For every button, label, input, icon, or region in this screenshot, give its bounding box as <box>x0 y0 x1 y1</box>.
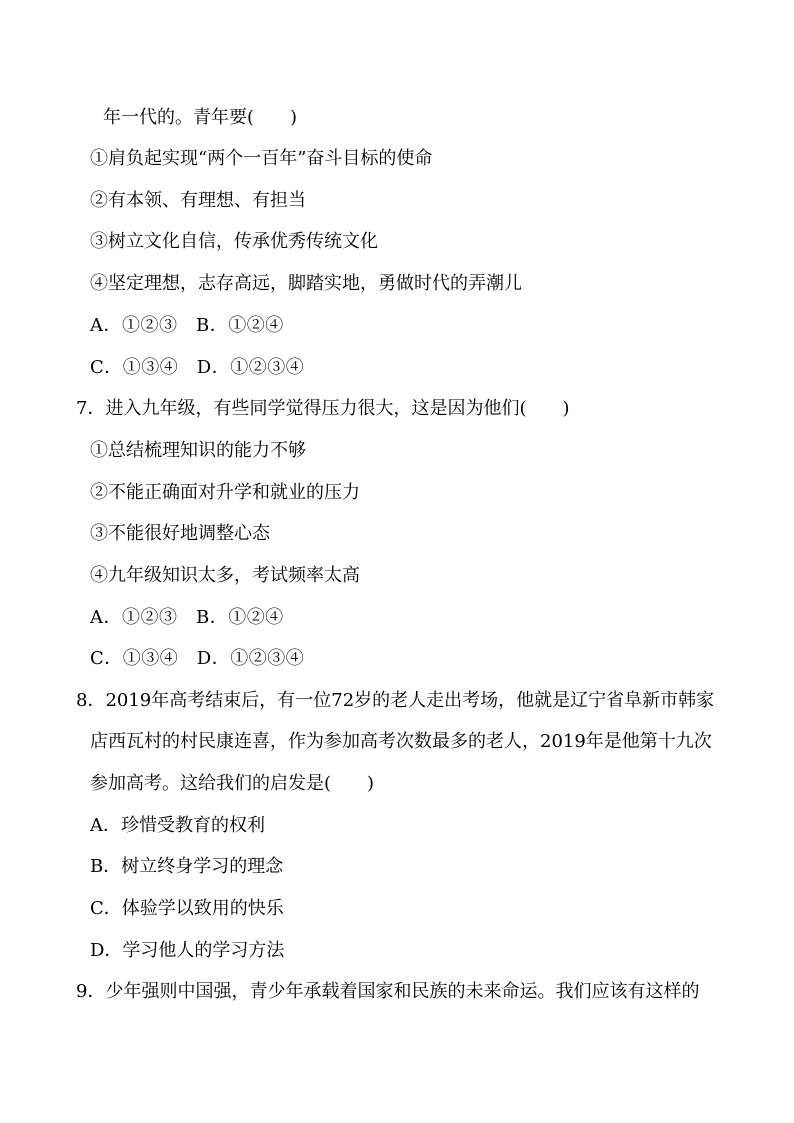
q7-item-4: ④九年级知识太多，考试频率太高 <box>90 565 360 586</box>
q7-options-cd: C．①③④ D．①②③④ <box>90 648 305 669</box>
q8-option-d: D．学习他人的学习方法 <box>90 940 285 961</box>
q6-options-cd: C．①③④ D．①②③④ <box>90 357 305 378</box>
q6-item-4: ④坚定理想，志存高远，脚踏实地，勇做时代的弄潮儿 <box>90 273 522 294</box>
q7-item-3: ③不能很好地调整心态 <box>90 523 270 544</box>
q8-option-a: A．珍惜受教育的权利 <box>90 815 265 836</box>
q7-item-1: ①总结梳理知识的能力不够 <box>90 440 306 461</box>
q7-item-2: ②不能正确面对升学和就业的压力 <box>90 482 360 503</box>
q7-stem: 7．进入九年级，有些同学觉得压力很大，这是因为他们( ) <box>76 398 570 419</box>
q6-item-2: ②有本领、有理想、有担当 <box>90 190 306 211</box>
q7-options-ab: A．①②③ B．①②④ <box>90 607 284 628</box>
q8-option-c: C．体验学以致用的快乐 <box>90 898 284 919</box>
q8-stem-line-3: 参加高考。这给我们的启发是( ) <box>90 773 375 794</box>
q9-stem: 9．少年强则中国强，青少年承载着国家和民族的未来命运。我们应该有这样的 <box>76 981 700 1002</box>
q6-item-3: ③树立文化自信，传承优秀传统文化 <box>90 231 378 252</box>
q8-option-b: B．树立终身学习的理念 <box>90 856 284 877</box>
q8-stem-line-1: 8．2019年高考结束后，有一位72岁的老人走出考场，他就是辽宁省阜新市韩家 <box>76 690 715 711</box>
q6-stem-continuation: 年一代的。青年要( ) <box>103 107 298 128</box>
q6-options-ab: A．①②③ B．①②④ <box>90 315 284 336</box>
q8-stem-line-2: 店西瓦村的村民康连喜，作为参加高考次数最多的老人，2019年是他第十九次 <box>90 731 712 752</box>
q6-item-1: ①肩负起实现“两个一百年”奋斗目标的使命 <box>90 148 433 169</box>
